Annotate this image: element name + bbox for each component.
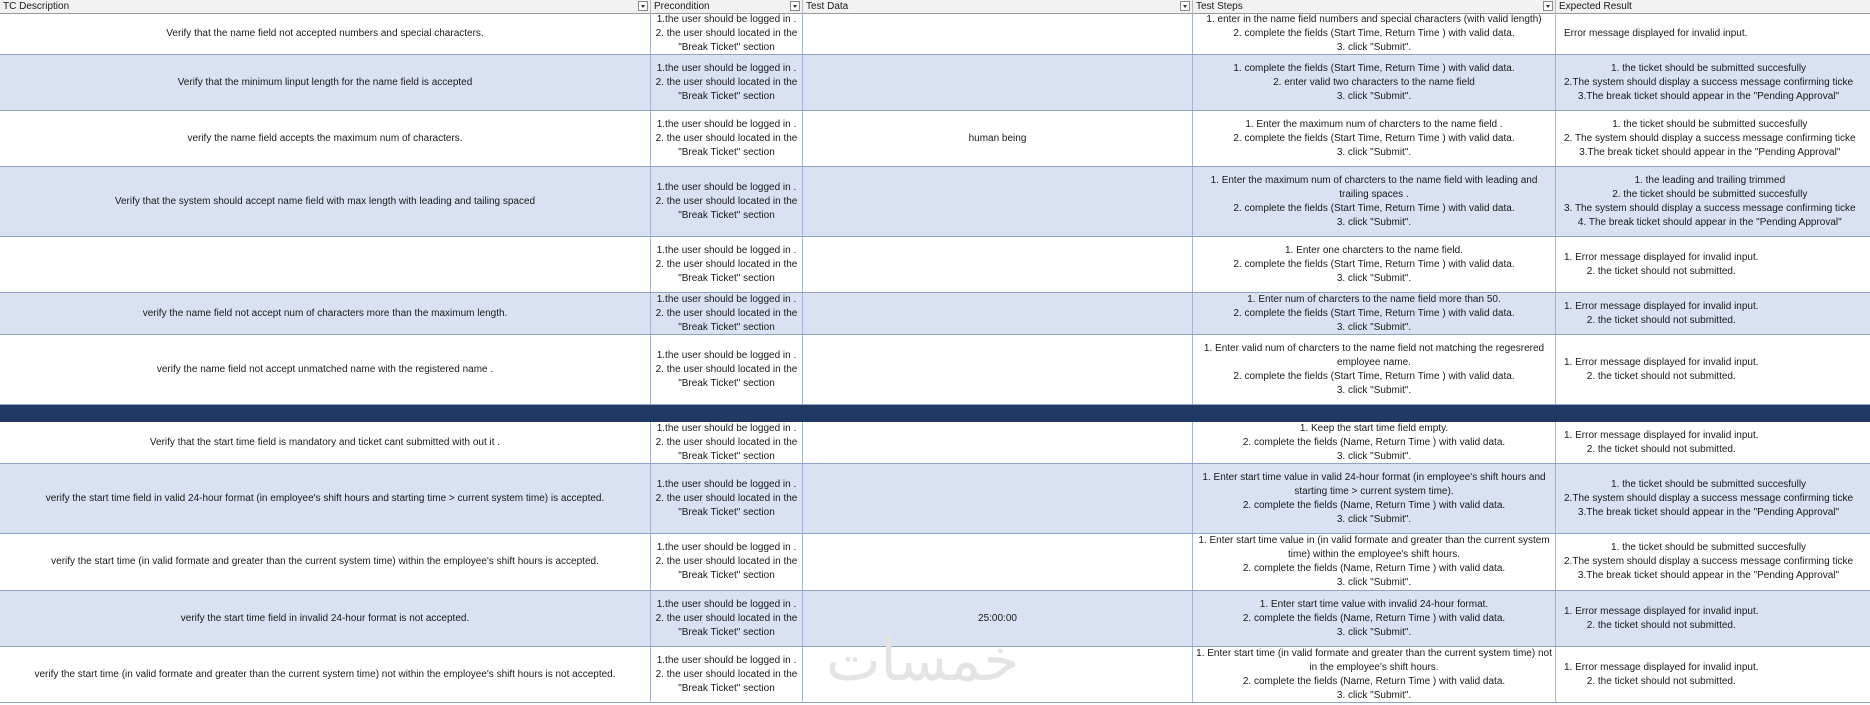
cell-test-data[interactable] xyxy=(803,293,1193,334)
filter-dropdown-icon[interactable] xyxy=(1543,1,1553,11)
column-header-row xyxy=(0,0,1870,14)
cell-tc-description[interactable] xyxy=(0,534,651,590)
cell-precondition-text: 1.the user should be logged in . 2. the user should located in the "Break Ticket" section xyxy=(655,181,798,221)
table-row[interactable] xyxy=(0,534,1870,591)
cell-tc-description[interactable] xyxy=(0,237,651,292)
cell-expected-result[interactable] xyxy=(1556,591,1870,646)
header-test-steps[interactable] xyxy=(1193,0,1556,13)
cell-expected-result[interactable] xyxy=(1556,335,1870,404)
header-test-steps-label: Test Steps xyxy=(1196,1,1243,12)
header-precondition-label: Precondition xyxy=(654,1,710,12)
cell-precondition-text: 1.the user should be logged in . 2. the user should located in the "Break Ticket" section xyxy=(655,244,798,284)
table-row[interactable] xyxy=(0,335,1870,405)
cell-tc-description-text: verify the start time (in valid formate and greater than the current system time) within the employee's shift hours is accepted. xyxy=(51,556,599,567)
cell-test-steps[interactable] xyxy=(1193,111,1556,166)
cell-tc-description-text: Verify that the start time field is mandatory and ticket cant submitted with out it . xyxy=(149,436,501,448)
header-test-data[interactable] xyxy=(803,0,1193,13)
cell-precondition[interactable] xyxy=(651,647,803,702)
section-separator-row[interactable] xyxy=(0,405,1870,422)
cell-test-steps[interactable] xyxy=(1193,167,1556,236)
header-precondition[interactable] xyxy=(651,0,803,13)
cell-test-steps-text: 1. Keep the start time field empty. 2. complete the fields (Name, Return Time ) with valid data. 3. click "Submit". xyxy=(1242,422,1506,462)
cell-tc-description-text: verify the start time field in invalid 24-hour format is not accepted. xyxy=(180,612,470,624)
cell-precondition[interactable] xyxy=(651,237,803,292)
cell-expected-result[interactable] xyxy=(1556,55,1870,110)
table-row[interactable] xyxy=(0,111,1870,167)
cell-tc-description[interactable] xyxy=(0,111,651,166)
cell-expected-result-text: 1. the leading and trailing trimmed 2. the ticket should be submitted succesfully 3. The system should display a success message confirming ticke 4. The break ticket should appear in the "Pending Approval" xyxy=(1564,174,1856,228)
filter-dropdown-icon[interactable] xyxy=(1180,1,1190,11)
cell-precondition-text: 1.the user should be logged in . 2. the user should located in the "Break Ticket" section xyxy=(655,62,798,102)
cell-precondition-text: 1.the user should be logged in . 2. the user should located in the "Break Ticket" section xyxy=(655,349,798,389)
cell-tc-description-text: verify the name field accepts the maximum num of characters. xyxy=(187,132,463,144)
cell-test-steps-text: 1. Enter start time value in (in valid formate and greater than the current system time) within the employee's shift hours. 2. complete the fields (Name, Return Time ) with valid data. 3. click "Submit". xyxy=(1198,535,1550,588)
cell-test-steps-text: 1. Enter valid num of charcters to the name field not matching the regesrered employee name. 2. complete the fields (Start Time, Return Time ) with valid data. 3. click "Submit". xyxy=(1203,342,1545,396)
cell-tc-description[interactable] xyxy=(0,167,651,236)
cell-tc-description-text: Verify that the system should accept name field with max length with leading and tailing spaced xyxy=(114,195,536,207)
cell-tc-description-text: verify the name field not accept unmatched name with the registered name . xyxy=(156,363,494,375)
table-row[interactable] xyxy=(0,591,1870,647)
table-row[interactable] xyxy=(0,422,1870,464)
cell-test-steps-text: 1. Enter the maximum num of charcters to the name field . 2. complete the fields (Start Time, Return Time ) with valid data. 3. click "Submit". xyxy=(1233,118,1515,158)
header-expected-result-label: Expected Result xyxy=(1559,1,1632,12)
cell-test-data[interactable] xyxy=(803,167,1193,236)
cell-expected-result[interactable] xyxy=(1556,422,1870,463)
cell-tc-description[interactable] xyxy=(0,464,651,533)
cell-expected-result[interactable] xyxy=(1556,534,1870,590)
cell-tc-description[interactable] xyxy=(0,13,651,54)
cell-precondition[interactable] xyxy=(651,167,803,236)
cell-precondition[interactable] xyxy=(651,111,803,166)
cell-precondition-text: 1.the user should be logged in . 2. the user should located in the "Break Ticket" section xyxy=(655,654,798,694)
cell-precondition[interactable] xyxy=(651,534,803,590)
cell-test-data[interactable] xyxy=(803,111,1193,166)
cell-test-steps[interactable] xyxy=(1193,647,1556,702)
cell-precondition-text: 1.the user should be logged in . 2. the user should located in the "Break Ticket" section xyxy=(655,118,798,158)
cell-tc-description-text: Verify that the name field not accepted numbers and special characters. xyxy=(166,27,484,39)
cell-tc-description[interactable] xyxy=(0,591,651,646)
cell-test-data[interactable] xyxy=(803,237,1193,292)
cell-precondition[interactable] xyxy=(651,13,803,54)
cell-expected-result[interactable] xyxy=(1556,13,1870,54)
cell-test-steps-text: 1. Enter the maximum num of charcters to the name field with leading and trailing spaces . 2. complete the fields (Start Time, Return Time ) with valid data. 3. click "Submit". xyxy=(1210,174,1538,228)
cell-test-data-text: 25:00:00 xyxy=(978,612,1017,624)
cell-precondition[interactable] xyxy=(651,591,803,646)
cell-tc-description[interactable] xyxy=(0,55,651,110)
table-row[interactable] xyxy=(0,13,1870,55)
cell-expected-result[interactable] xyxy=(1556,464,1870,533)
cell-precondition[interactable] xyxy=(651,55,803,110)
cell-test-steps-text: 1. enter in the name field numbers and special characters (with valid length) 2. complete the fields (Start Time, Return Time ) with valid data. 3. click "Submit". xyxy=(1206,13,1542,53)
table-row[interactable] xyxy=(0,55,1870,111)
cell-precondition[interactable] xyxy=(651,293,803,334)
cell-expected-result-text: 1. Error message displayed for invalid input. 2. the ticket should not submitted. xyxy=(1564,605,1759,631)
cell-tc-description[interactable] xyxy=(0,422,651,463)
cell-precondition[interactable] xyxy=(651,335,803,404)
header-test-data-label: Test Data xyxy=(806,1,849,12)
cell-expected-result[interactable] xyxy=(1556,647,1870,702)
filter-dropdown-icon[interactable] xyxy=(638,1,648,11)
cell-test-data-text: human being xyxy=(968,132,1027,144)
filter-dropdown-icon[interactable] xyxy=(790,1,800,11)
cell-test-steps[interactable] xyxy=(1193,591,1556,646)
cell-test-steps-text: 1. Enter start time value in valid 24-hour format (in employee's shift hours and starting time > current system time). 2. complete the fields (Name, Return Time ) with valid data. 3. click "Submit". xyxy=(1202,471,1546,525)
cell-test-steps-text: 1. Enter num of charcters to the name field more than 50. 2. complete the fields (Start Time, Return Time ) with valid data. 3. click "Submit". xyxy=(1233,293,1515,333)
cell-test-data[interactable] xyxy=(803,647,1193,702)
cell-precondition-text: 1.the user should be logged in . 2. the user should located in the "Break Ticket" section xyxy=(655,293,798,333)
table-row[interactable] xyxy=(0,464,1870,534)
cell-test-steps[interactable] xyxy=(1193,237,1556,292)
cell-test-steps[interactable] xyxy=(1193,335,1556,404)
cell-test-steps-text: 1. Enter one charcters to the name field. 2. complete the fields (Start Time, Return Time ) with valid data. 3. click "Submit". xyxy=(1233,244,1515,284)
cell-expected-result-text: 1. Error message displayed for invalid input. 2. the ticket should not submitted. xyxy=(1564,661,1759,687)
cell-expected-result-text: 1. the ticket should be submitted succesfully 2. The system should display a success message confirming ticke 3.The break ticket should appear in the "Pending Approval" xyxy=(1564,118,1856,158)
cell-precondition-text: 1.the user should be logged in . 2. the user should located in the "Break Ticket" section xyxy=(655,598,798,638)
cell-expected-result-text: 1. Error message displayed for invalid input. 2. the ticket should not submitted. xyxy=(1564,356,1759,382)
header-tc-description-label: TC Description xyxy=(3,1,70,12)
cell-expected-result-text: 1. the ticket should be submitted succesfully 2.The system should display a success message confirming ticke 3.The break ticket should appear in the "Pending Approval" xyxy=(1564,478,1854,518)
cell-expected-result-text: 1. the ticket should be submitted succesfully 2.The system should display a success message confirming ticke 3.The break ticket should appear in the "Pending Approval" xyxy=(1564,542,1854,581)
cell-test-steps-text: 1. Enter start time (in valid formate and greater than the current system time) not in the employee's shift hours. 2. complete the fields (Name, Return Time ) with valid data. 3. click "Submit". xyxy=(1196,647,1552,701)
cell-test-data[interactable] xyxy=(803,464,1193,533)
cell-tc-description-text: verify the name field not accept num of characters more than the maximum length. xyxy=(142,307,508,319)
cell-tc-description-text: verify the start time field in valid 24-hour format (in employee's shift hours and starting time > current system time) is accepted. xyxy=(45,492,605,504)
cell-precondition-text: 1.the user should be logged in . 2. the user should located in the "Break Ticket" section xyxy=(655,478,798,518)
cell-precondition-text: 1.the user should be logged in . 2. the user should located in the "Break Ticket" section xyxy=(655,13,798,53)
cell-test-data[interactable] xyxy=(803,591,1193,646)
cell-test-data[interactable] xyxy=(803,335,1193,404)
cell-tc-description[interactable] xyxy=(0,293,651,334)
cell-expected-result[interactable] xyxy=(1556,293,1870,334)
cell-test-steps-text: 1. complete the fields (Start Time, Return Time ) with valid data. 2. enter valid two characters to the name field 3. click "Submit". xyxy=(1233,62,1515,102)
cell-test-data[interactable] xyxy=(803,13,1193,54)
cell-test-data[interactable] xyxy=(803,422,1193,463)
table-row[interactable] xyxy=(0,647,1870,703)
cell-test-steps[interactable] xyxy=(1193,13,1556,54)
cell-expected-result[interactable] xyxy=(1556,167,1870,236)
cell-precondition[interactable] xyxy=(651,422,803,463)
cell-precondition-text: 1.the user should be logged in . 2. the user should located in the "Break Ticket" section xyxy=(655,542,798,581)
cell-expected-result-text: 1. Error message displayed for invalid input. 2. the ticket should not submitted. xyxy=(1564,429,1759,455)
header-expected-result[interactable] xyxy=(1556,0,1870,13)
cell-test-steps[interactable] xyxy=(1193,55,1556,110)
watermark-logo: خمسات xyxy=(826,626,1020,694)
cell-expected-result-text: Error message displayed for invalid input. xyxy=(1564,27,1748,39)
cell-expected-result-text: 1. Error message displayed for invalid input. 2. the ticket should not submitted. xyxy=(1564,251,1759,277)
cell-expected-result-text: 1. the ticket should be submitted succesfully 2.The system should display a success message confirming ticke 3.The break ticket should appear in the "Pending Approval" xyxy=(1564,62,1854,102)
cell-tc-description[interactable] xyxy=(0,335,651,404)
cell-test-data[interactable] xyxy=(803,55,1193,110)
cell-precondition[interactable] xyxy=(651,464,803,533)
cell-test-steps[interactable] xyxy=(1193,464,1556,533)
header-tc-description[interactable] xyxy=(0,0,651,13)
table-row[interactable] xyxy=(0,167,1870,237)
cell-precondition-text: 1.the user should be logged in . 2. the user should located in the "Break Ticket" section xyxy=(655,422,798,462)
cell-tc-description-text: verify the start time (in valid formate and greater than the current system time) not within the employee's shift hours is not accepted. xyxy=(34,668,616,680)
cell-test-data[interactable] xyxy=(803,534,1193,590)
cell-test-steps-text: 1. Enter start time value with invalid 24-hour format. 2. complete the fields (Name, Return Time ) with valid data. 3. click "Submit". xyxy=(1242,598,1506,638)
cell-expected-result[interactable] xyxy=(1556,111,1870,166)
cell-tc-description[interactable] xyxy=(0,647,651,702)
cell-test-steps[interactable] xyxy=(1193,534,1556,590)
cell-expected-result[interactable] xyxy=(1556,237,1870,292)
cell-expected-result-text: 1. Error message displayed for invalid input. 2. the ticket should not submitted. xyxy=(1564,300,1759,326)
cell-test-steps[interactable] xyxy=(1193,422,1556,463)
cell-test-steps[interactable] xyxy=(1193,293,1556,334)
table-row[interactable] xyxy=(0,237,1870,293)
table-row[interactable] xyxy=(0,293,1870,335)
cell-tc-description-text: Verify that the minimum linput length for the name field is accepted xyxy=(177,76,473,88)
